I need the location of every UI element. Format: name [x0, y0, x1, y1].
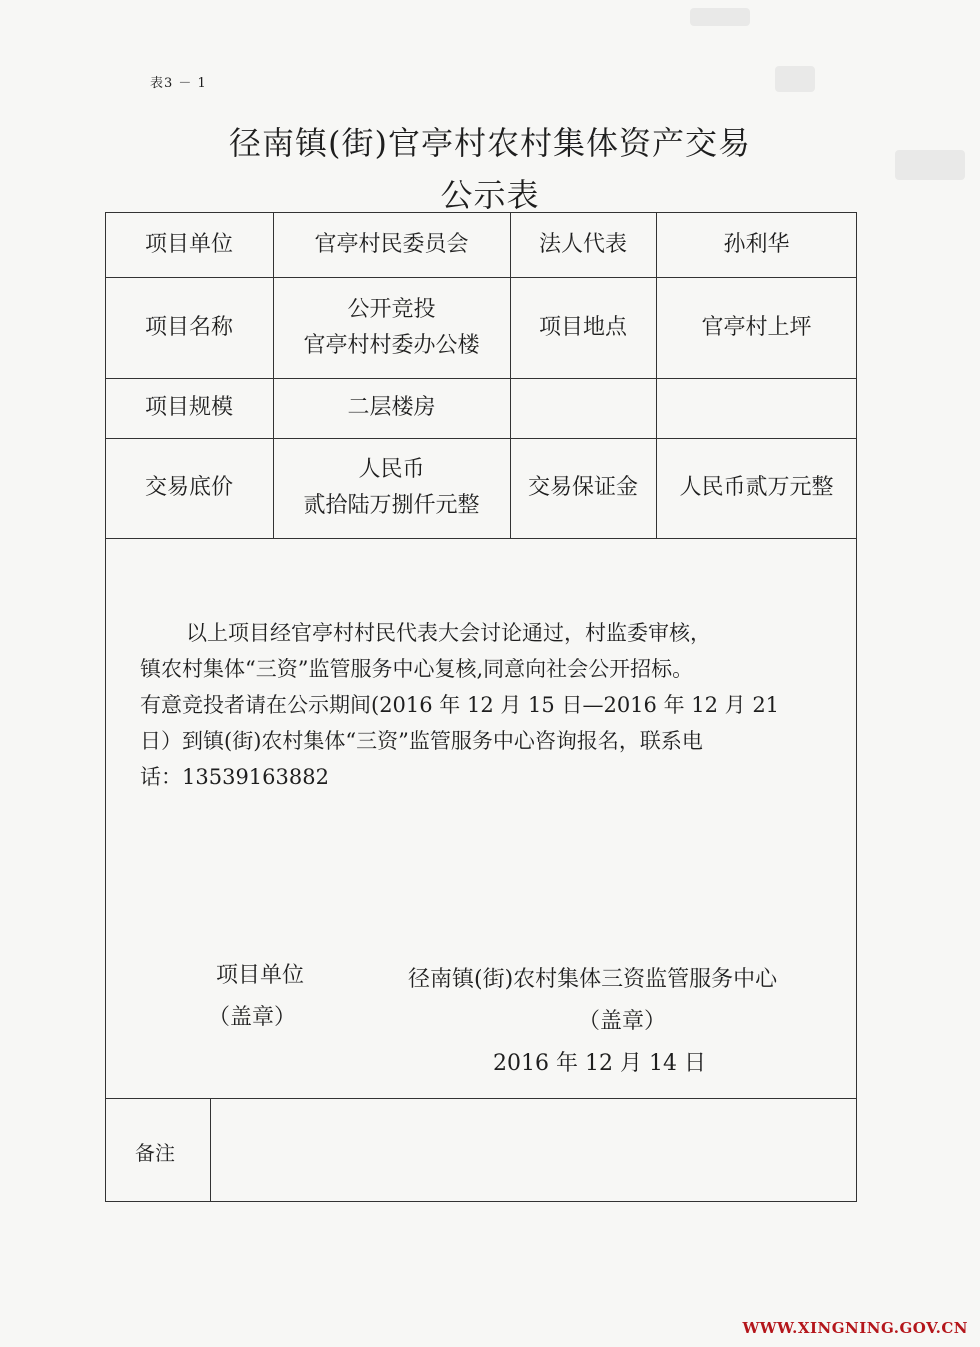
document-subtitle: 公示表: [440, 176, 540, 214]
unit-label: 项目单位: [144, 231, 233, 257]
table-row-divider: [105, 538, 857, 539]
service-center-stamp: （盖章）: [578, 1009, 667, 1034]
notice-line: 以上项目经官亭村村民代表大会讨论通过，村监委审核，: [186, 621, 711, 645]
location-label: 项目地点: [538, 314, 627, 340]
deposit-label: 交易保证金: [527, 475, 638, 500]
scan-smudge: [690, 8, 750, 26]
notice-line: 有意竞投者请在公示期间(2016 年 12 月 15 日—2016 年 12 月 21: [140, 693, 780, 717]
project-name-label: 项目名称: [144, 314, 233, 340]
legal-rep-value: 孙利华: [723, 231, 790, 257]
project-unit-signature-label: 项目单位: [216, 963, 305, 988]
remark-label: 备注: [135, 1141, 175, 1165]
service-center-signature-label: 径南镇(街)农村集体三资监管服务中心: [408, 967, 778, 992]
scale-value: 二层楼房: [347, 395, 436, 420]
signature-date: 2016 年 12 月 14 日: [493, 1051, 706, 1076]
unit-value: 官亭村民委员会: [314, 231, 469, 257]
legal-rep-label: 法人代表: [538, 231, 627, 257]
table-row-divider: [105, 1098, 857, 1099]
table-col-divider: [210, 1098, 211, 1202]
location-value: 官亭村上坪: [701, 314, 812, 340]
deposit-value: 人民币贰万元整: [679, 475, 834, 500]
document-title: 径南镇(街)官亭村农村集体资产交易: [229, 124, 751, 162]
scale-label: 项目规模: [144, 395, 233, 420]
notice-line: 话：13539163882: [140, 765, 329, 789]
project-name-value: 公开竞投 官亭村村委办公楼: [303, 296, 480, 358]
project-unit-stamp: （盖章）: [208, 1005, 297, 1030]
form-number: 表3 － 1: [150, 76, 207, 91]
scan-smudge: [775, 66, 815, 92]
website-url[interactable]: WWW.XINGNING.GOV.CN: [742, 1319, 968, 1337]
base-price-value: 人民币 贰拾陆万捌仟元整: [303, 457, 480, 518]
notice-line: 镇农村集体“三资”监管服务中心复核,同意向社会公开招标。: [140, 657, 694, 681]
notice-line: 日）到镇(街)农村集体“三资”监管服务中心咨询报名，联系电: [140, 729, 703, 753]
notice-text: [140, 615, 852, 795]
base-price-label: 交易底价: [144, 475, 233, 500]
